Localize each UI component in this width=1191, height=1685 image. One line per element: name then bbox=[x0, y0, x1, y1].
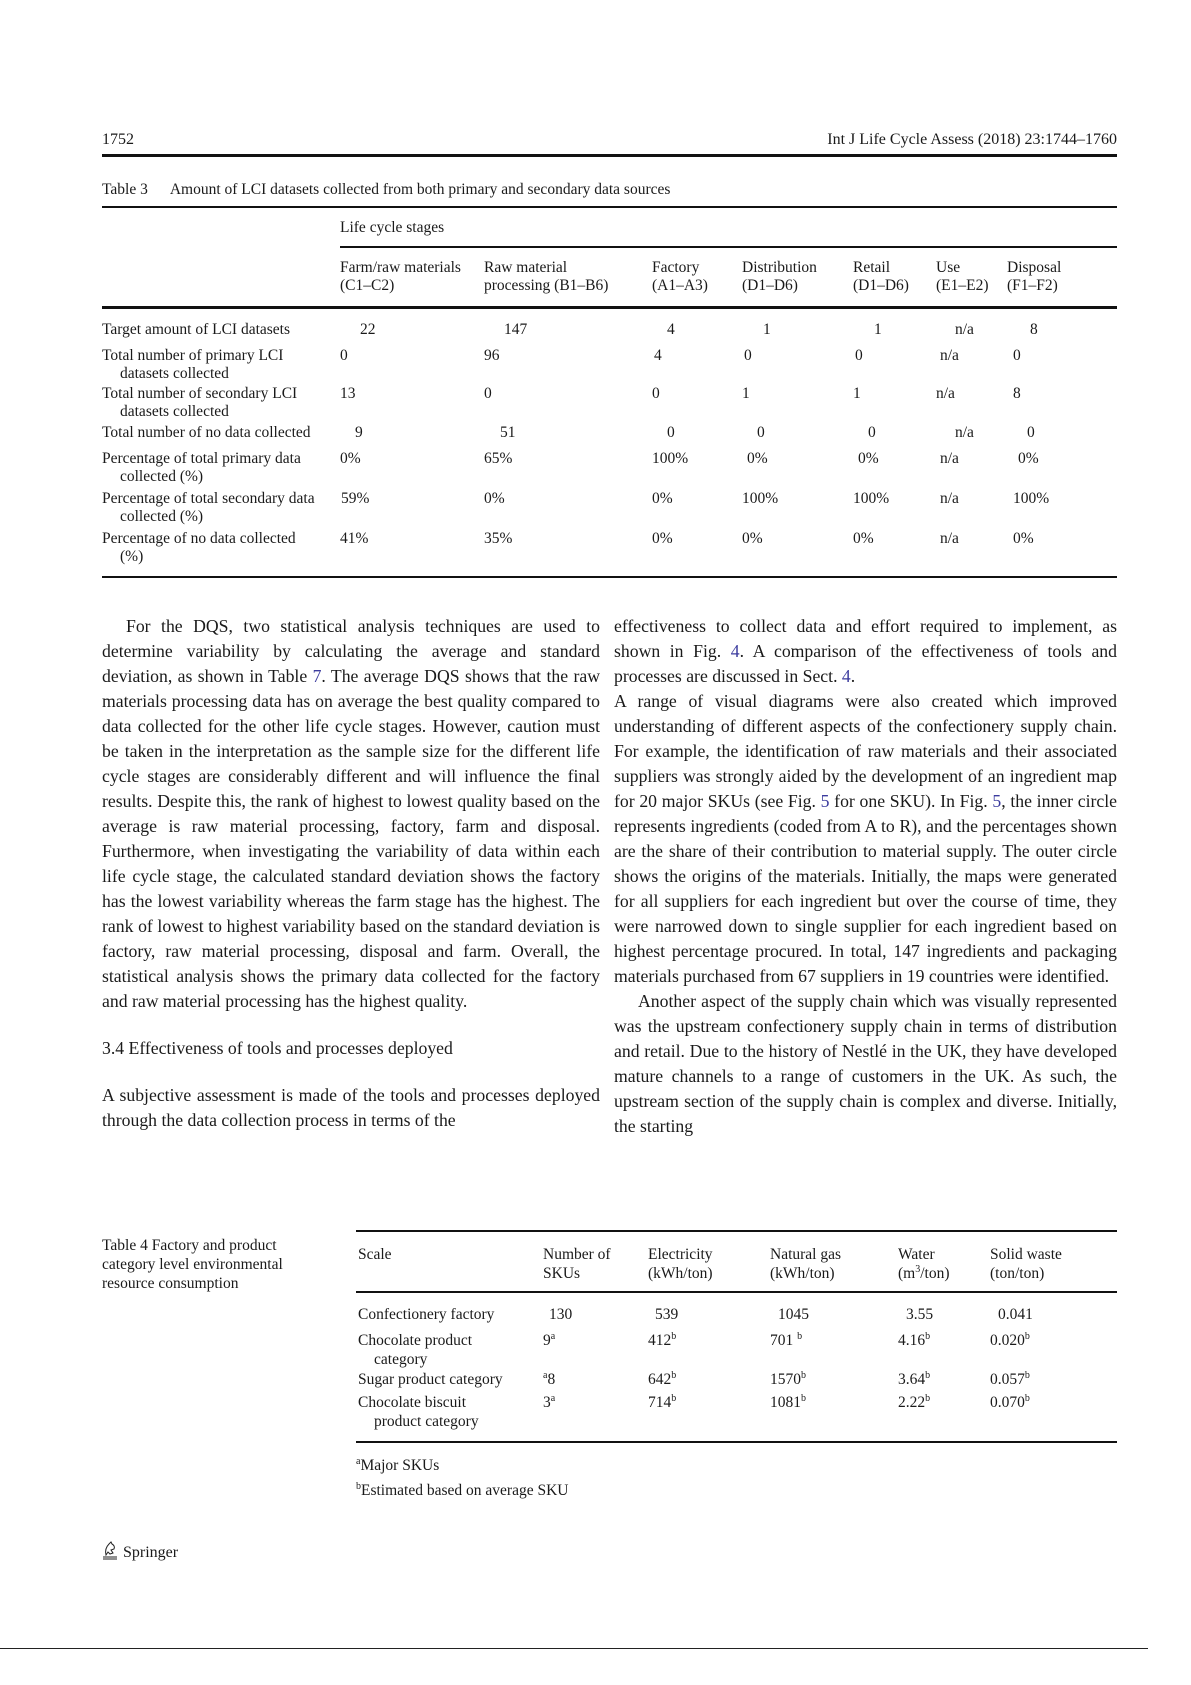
table3-cell: 0 bbox=[484, 385, 492, 402]
publisher-footer bbox=[102, 1541, 178, 1565]
springer-horse-logo-icon bbox=[102, 1541, 119, 1565]
table3-cell: 4 bbox=[654, 347, 662, 364]
table3-row-label: Percentage of total secondary data collected (%) bbox=[102, 490, 315, 525]
table4-bottom-rule bbox=[356, 1441, 1117, 1443]
table4-cell: 0.020$^b$ bbox=[990, 1331, 1030, 1349]
table3-bottom-rule bbox=[102, 576, 1117, 578]
table3-cell: 1 bbox=[853, 385, 861, 402]
body-right-column bbox=[614, 614, 1117, 1139]
table3-cell: 100% bbox=[1013, 490, 1050, 507]
table3-cell: n/a bbox=[940, 450, 959, 467]
table3-cell: 100% bbox=[742, 490, 779, 507]
table3-col-header: Farm/raw materials (C1–C2) bbox=[340, 259, 461, 294]
paragraph: A range of visual diagrams were also created which improved understanding of different aspects of the confectionery supply chain. For example, the identification of raw materials and their associated suppliers was strongly aided by the development of an ingredient map for 20 major SKUs (see Fig. 5 for one SKU). In Fig. 5, the inner circle represents ingredients (coded from A to R), and the percentages shown are the share of their contribution to material supply. The outer circle shows the origins of the materials. Initially, the maps were generated for all suppliers for each ingredient but over the course of time, they were narrowed down to single supplier for each ingredient based on highest percentage procured. In total, 147 ingredients and packaging materials purchased from 67 suppliers in 19 countries were identified. bbox=[614, 691, 1118, 986]
table3-cell: 0% bbox=[1018, 450, 1039, 467]
table4-row-label: Chocolate biscuit product category bbox=[358, 1394, 479, 1430]
table4-cell: 2.22$^b$ bbox=[898, 1393, 931, 1411]
table3-cell: 9 bbox=[355, 424, 363, 441]
table4-cell: 1081$^b$ bbox=[770, 1393, 806, 1411]
table3-cell: 100% bbox=[652, 450, 689, 467]
page-number: 1752 bbox=[102, 131, 134, 148]
table3-cell: 0% bbox=[652, 530, 673, 547]
table3-top-rule bbox=[102, 206, 1117, 208]
table4-cell: 1045 bbox=[778, 1306, 809, 1323]
sect-4-link[interactable]: 4 bbox=[841, 666, 851, 686]
table4-cell: 3.55 bbox=[906, 1306, 934, 1323]
table3-cell: 1 bbox=[742, 385, 750, 402]
table-7-link[interactable]: 7 bbox=[312, 666, 322, 686]
table3-cell: 0% bbox=[484, 490, 505, 507]
table3-cell: n/a bbox=[936, 385, 955, 402]
table4-top-rule bbox=[356, 1230, 1117, 1232]
table4-cell: 1570$^b$ bbox=[770, 1370, 806, 1388]
table3-col-header: Factory (A1–A3) bbox=[652, 259, 708, 294]
table4-cell: 9$^a$ bbox=[543, 1331, 556, 1349]
table4-row-label: Confectionery factory bbox=[358, 1306, 495, 1323]
table4-cell: 0.041 bbox=[998, 1306, 1033, 1323]
table3-cell: 0% bbox=[858, 450, 879, 467]
table3-cell: n/a bbox=[940, 530, 959, 547]
body-left-column bbox=[102, 614, 600, 1133]
table3-cell: 0% bbox=[747, 450, 768, 467]
table3-cell: 147 bbox=[504, 321, 528, 338]
table3-cell: 100% bbox=[853, 490, 890, 507]
table4-cell: 0.057$^b$ bbox=[990, 1370, 1030, 1388]
table3-cell: 0 bbox=[652, 385, 660, 402]
table3-cell: 0 bbox=[855, 347, 863, 364]
table3-cell: 59% bbox=[341, 490, 370, 507]
table4-cell: 3$^a$ bbox=[543, 1393, 556, 1411]
table3-cell: 4 bbox=[667, 321, 675, 338]
table3-cell: 0 bbox=[744, 347, 752, 364]
table4-cell: 539 bbox=[655, 1306, 679, 1323]
table3-cell: 13 bbox=[340, 385, 356, 402]
fig-4-link[interactable]: 4 bbox=[730, 641, 740, 661]
table3-cell: 0% bbox=[853, 530, 874, 547]
fig-5-link[interactable]: 5 bbox=[820, 791, 830, 811]
table3-row-label: Percentage of total primary data collected (%) bbox=[102, 450, 301, 485]
table3-row-label: Percentage of no data collected (%) bbox=[102, 530, 296, 565]
page-bottom-rule bbox=[0, 1648, 1148, 1649]
table3-title: Amount of LCI datasets collected from both primary and secondary data sources bbox=[169, 181, 671, 198]
table4-footnote: $^b$Estimated based on average SKU bbox=[356, 1481, 569, 1499]
table4-row-label: Sugar product category bbox=[358, 1371, 503, 1388]
table3-row-label: Total number of primary LCI datasets collected bbox=[102, 347, 284, 382]
table3-label: Table 3 bbox=[102, 181, 148, 198]
table3-cell: n/a bbox=[940, 347, 959, 364]
paragraph: effectiveness to collect data and effort required to implement, as shown in Fig. 4. A comparison of the effectiveness of tools and processes are discussed in Sect. 4. bbox=[614, 616, 1117, 686]
table3-cell: 8 bbox=[1030, 321, 1038, 338]
table3-cell: 0% bbox=[652, 490, 673, 507]
table3-group-rule bbox=[340, 246, 1117, 248]
table3-cell: 0 bbox=[1027, 424, 1035, 441]
table4-cell: $^a$8 bbox=[543, 1370, 556, 1388]
table3-cell: 65% bbox=[484, 450, 513, 467]
section-heading: 3.4 Effectiveness of tools and processes deployed bbox=[102, 1038, 453, 1058]
table3-cell: 0 bbox=[868, 424, 876, 441]
table3-cell: 51 bbox=[500, 424, 516, 441]
table3-row-label: Total number of secondary LCI datasets collected bbox=[102, 385, 298, 420]
table3-cell: 0 bbox=[667, 424, 675, 441]
table3-cell: 22 bbox=[360, 321, 376, 338]
table3-cell: 8 bbox=[1013, 385, 1021, 402]
table3-cell: 0% bbox=[340, 450, 361, 467]
table3-col-header: Disposal (F1–F2) bbox=[1007, 259, 1062, 294]
table3-cell: n/a bbox=[955, 321, 974, 338]
paragraph: A subjective assessment is made of the tools and processes deployed through the data collection process in terms of the bbox=[102, 1085, 600, 1130]
table3-row-label: Total number of no data collected bbox=[102, 424, 311, 441]
table4-cell: 642$^b$ bbox=[648, 1370, 677, 1388]
table4-cell: 130 bbox=[549, 1306, 573, 1323]
table4-header-rule bbox=[356, 1291, 1117, 1293]
table4-col-header: Natural gas (kWh/ton) bbox=[770, 1246, 842, 1282]
table3-cell: n/a bbox=[940, 490, 959, 507]
table4-col-header: Water $(m^3/ton)$ bbox=[898, 1246, 950, 1282]
header-rule bbox=[102, 154, 1117, 157]
running-header bbox=[102, 131, 1117, 151]
table3-col-header: Use (E1–E2) bbox=[936, 259, 989, 294]
table3-col-header: Retail (D1–D6) bbox=[853, 259, 909, 294]
table3-cell: 0% bbox=[742, 530, 763, 547]
table3-row-label: Target amount of LCI datasets bbox=[102, 321, 291, 338]
table3-cell: 96 bbox=[484, 347, 500, 364]
table4-cell: 4.16$^b$ bbox=[898, 1331, 931, 1349]
table3-cell: 0 bbox=[1013, 347, 1021, 364]
table4-col-header: Scale bbox=[358, 1246, 392, 1263]
table4-cell: 701 $^b$ bbox=[770, 1331, 803, 1349]
table3-caption bbox=[102, 181, 670, 199]
table3-header-rule bbox=[102, 306, 1117, 309]
table4-cell: 412$^b$ bbox=[648, 1331, 677, 1349]
table3-cell: 0% bbox=[1013, 530, 1034, 547]
table4-row-label: Chocolate product category bbox=[358, 1332, 473, 1368]
table3-cell: 41% bbox=[340, 530, 369, 547]
table4-cell: 3.64$^b$ bbox=[898, 1370, 931, 1388]
publisher-name: Springer bbox=[123, 1544, 179, 1561]
table4-cell: 0.070$^b$ bbox=[990, 1393, 1030, 1411]
table3-cell: 1 bbox=[763, 321, 771, 338]
table4-caption: Table 4 Factory and product category level environmental resource consumption bbox=[102, 1237, 283, 1292]
journal-citation: Int J Life Cycle Assess (2018) 23:1744–1760 bbox=[827, 131, 1117, 148]
table4-col-header: Number of SKUs bbox=[543, 1246, 611, 1282]
table3-cell: 0 bbox=[340, 347, 348, 364]
paragraph: For the DQS, two statistical analysis techniques are used to determine variability by calculating the average and standard deviation, as shown in Table 7. The average DQS shows that the raw materials processing data has on average the best quality compared to data collected for the other life cycle stages. However, caution must be taken in the interpretation as the sample size for the different life cycle stages are considerably different and will influence the final results. Despite this, the rank of highest to lowest quality based on the average is raw material processing, factory, farm and disposal. Furthermore, when investigating the variability of data within each life cycle stage, the calculated standard deviation shows the factory has the lowest variability whereas the farm stage has the highest. The rank of lowest to highest variability based on the standard deviation is factory, raw material processing, disposal and farm. Overall, the statistical analysis shows the primary data collected for the factory and raw material processing has the highest quality. bbox=[102, 616, 600, 1011]
table4-col-header: Solid waste (ton/ton) bbox=[990, 1246, 1062, 1282]
table3-col-header: Distribution (D1–D6) bbox=[742, 259, 817, 294]
table4-cell: 714$^b$ bbox=[648, 1393, 677, 1411]
paragraph: Another aspect of the supply chain which was visually represented was the upstream confectionery supply chain in terms of distribution and retail. Due to the history of Nestlé in the UK, they have developed mature channels to a range of customers in the UK. As such, the upstream section of the supply chain is complex and diverse. Initially, the starting bbox=[614, 991, 1117, 1136]
table4-col-header: Electricity (kWh/ton) bbox=[648, 1246, 713, 1282]
table3-group-header: Life cycle stages bbox=[340, 219, 445, 236]
table4-footnote: $^a$Major SKUs bbox=[356, 1456, 440, 1474]
table3-cell: 35% bbox=[484, 530, 513, 547]
table3-cell: 1 bbox=[874, 321, 882, 338]
table3-cell: 0 bbox=[757, 424, 765, 441]
fig-5-link[interactable]: 5 bbox=[992, 791, 1002, 811]
table3-col-header: Raw material processing (B1–B6) bbox=[484, 259, 609, 294]
table3-cell: n/a bbox=[955, 424, 974, 441]
